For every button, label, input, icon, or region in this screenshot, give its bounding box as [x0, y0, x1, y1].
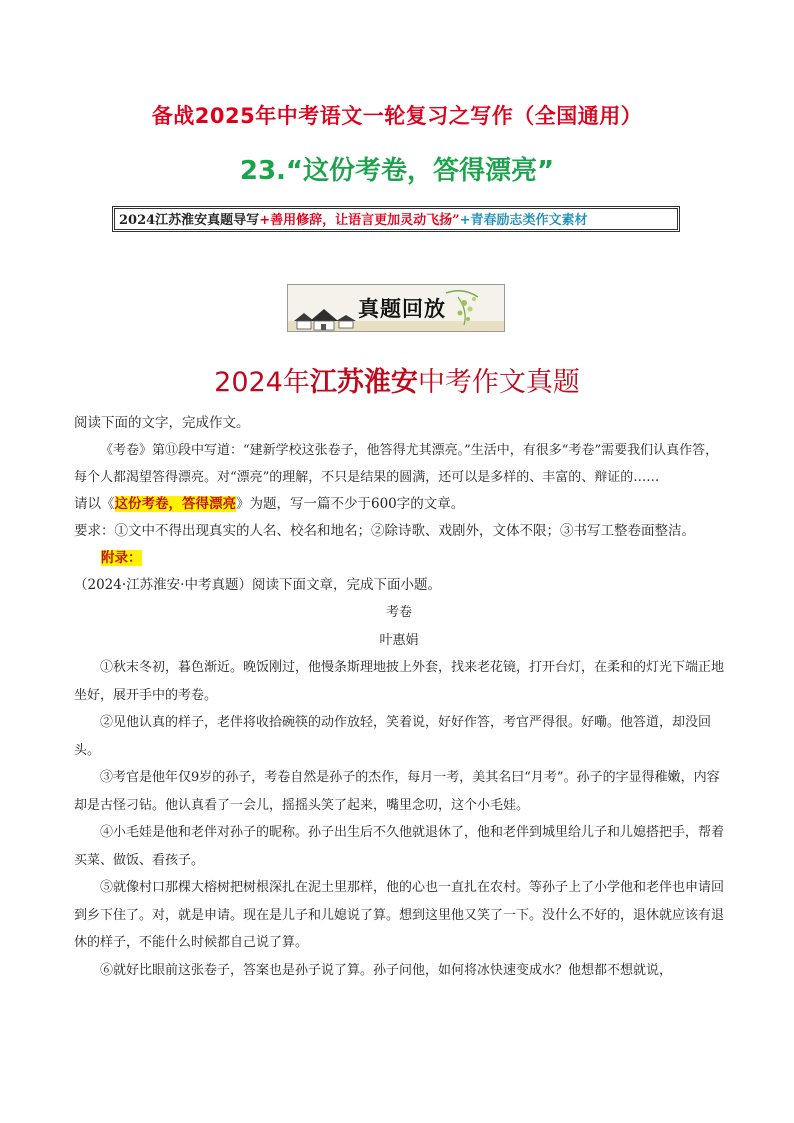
guide-part-1: 2024江苏淮安真题导写	[119, 213, 260, 228]
story-paragraph: ⑤就像村口那棵大榕树把树根深扎在泥土里那样，他的心也一直扎在农村。等孙子上了小学他和老伴也申请回到乡下住了。对，就是申请。现在是儿子和儿媳说了算。想到这里他又笑了一下。没什么不好的，退休就应该有退休的样子，不能什么时候都自己说了算。	[74, 880, 725, 950]
guide-part-2: +善用修辞，让语言更加灵动飞扬”	[259, 213, 460, 228]
prompt-requirements: 要求：①文中不得出现真实的人名、校名和地名；②除诗歌、戏剧外，文体不限；③书写工整卷面整洁。	[74, 523, 695, 539]
banner-label: 真题回放	[358, 297, 446, 321]
story-paragraph: ②见他认真的样子，老伴将收拾碗筷的动作放轻，笑着说，好好作答，考官严得很。好嘞。他答道，却没回头。	[74, 715, 712, 758]
guide-part-3: +青春励志类作文素材	[459, 213, 588, 228]
appendix-label: 附录：	[101, 550, 142, 566]
exam-heading-region: 江苏淮安	[309, 367, 418, 398]
main-title: 备战2025年中考语文一轮复习之写作（全国通用）	[151, 104, 643, 128]
story-paragraph: ⑥就好比眼前这张卷子，答案也是孙子说了算。孙子问他，如何将冰快速变成水？他想都不想就说，	[100, 962, 673, 978]
exam-heading-prefix: 2024年	[214, 367, 310, 398]
story-title: 考卷	[385, 605, 412, 620]
prompt-quote: 《考卷》第⑪段中写道：“建新学校这张卷子，他答得尤其漂亮。”生活中，有很多“考卷”需要我们认真作答，每个人都渴望答得漂亮。对“漂亮”的理解，不只是结果的圆满，还可以是多样的、丰富的、辩证的……	[74, 443, 719, 485]
story-author: 叶惠娟	[379, 632, 419, 648]
guide-box	[112, 206, 680, 232]
prompt-intro: 阅读下面的文字，完成作文。	[74, 415, 250, 431]
topic-before: 请以《	[74, 496, 115, 512]
exam-heading-suffix: 中考作文真题	[417, 367, 580, 398]
source-line: （2024·江苏淮安·中考真题）阅读下面文章，完成下面小题。	[74, 577, 441, 593]
document-content	[74, 410, 724, 984]
section-banner	[287, 284, 505, 332]
story-paragraph: ④小毛娃是他和老伴对孙子的昵称。孙子出生后不久他就退休了，他和老伴到城里给儿子和儿媳搭把手，帮着买菜、做饭、看孩子。	[74, 825, 725, 868]
exam-heading	[0, 360, 794, 399]
topic-after: 》为题，写一篇不少于600字的文章。	[236, 496, 465, 512]
sub-title: 23.“这份考卷，答得漂亮”	[239, 156, 555, 186]
story-paragraph: ③考官是他年仅9岁的孙子，考卷自然是孙子的杰作，每月一考，美其名曰“月考”。孙子的字显得稚嫩，内容却是古怪刁钻。他认真看了一会儿，摇摇头笑了起来，嘴里念叨，这个小毛娃。	[74, 770, 720, 813]
appendix-line	[74, 545, 724, 572]
topic-title: 这份考卷，答得漂亮	[114, 496, 236, 512]
story-paragraph: ①秋末冬初，暮色渐近。晚饭刚过，他慢条斯理地披上外套，找来老花镜，打开台灯，在柔和的灯光下端正地坐好，展开手中的考卷。	[74, 660, 725, 703]
prompt-topic	[74, 491, 724, 518]
